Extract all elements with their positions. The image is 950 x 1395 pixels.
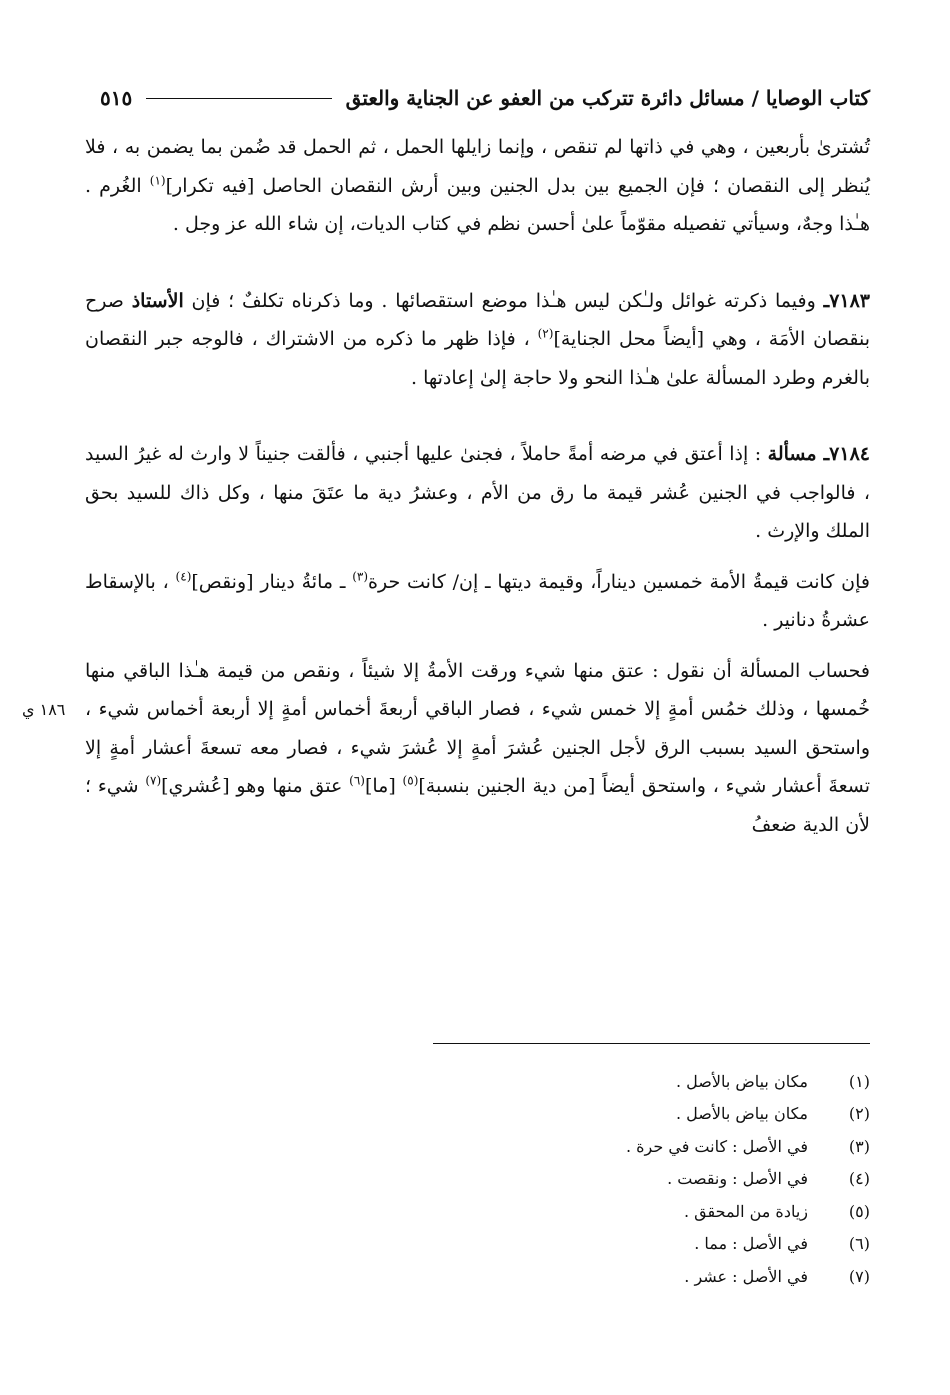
footnote-ref: (٣)	[352, 569, 369, 584]
paragraph-5: فحساب المسألة أن نقول : عتق منها شيء ورقت الأمةُ إلا شيئاً ، ونقص من قيمة هـٰذا الباقي منها خُمسها ، وذلك خمُس أمةٍ إلا خمس شيء ، فصار الباقي أربعةَ أخماس أمةٍ إلا أربعة أخماس شيء ، واستحق السيد بسبب الرق لأجل الجنين عُشرَ أمةٍ إلا عُشرَ شيء ، فصار معه تسعةَ أعشار أمةٍ إلا تسعةَ أعشار شيء ، واستحق أيضاً [من دية الجنين بنسبة]$^{(٥)}$ [ما]$^{(٦)}$ عتق منها وهو [عُشري]$^{(٧)}$ شيء ؛ لأن الدية ضعفُ	[85, 659, 870, 836]
footnote-ref: (٦)	[349, 773, 365, 788]
paragraph-7183: ٧١٨٣ـ وفيما ذكرته غوائل ولـٰكن ليس هـٰذا موضع استقصائها . وما ذكرناه تكلفٌ ؛ فإن الأستاذ صرح بنقصان الأمَة ، وهي [أيضاً محل الجناية]$^{(٢)}$ ، فإذا ظهر ما ذكره من الاشتراك ، فالوجه جبر النقصان بالغرم وطرد المسألة علىٰ هـٰذا النحو ولا حاجة إلىٰ إعادتها .	[85, 289, 871, 389]
footnote-item: (١) مكان بياض بالأصل .	[675, 1071, 870, 1091]
header-rule	[146, 98, 331, 99]
paragraph-1: تُشترىٰ بأربعين ، وهي في ذاتها لم تنقص ، وإنما زايلها الحمل ، ثم الحمل قد ضُمن بما يضمن به ، فلا يُنظر إلى النقصان ؛ فإن الجميع بين بدل الجنين وبين أرش النقصان الحاصل [فيه تكرار]$^{(١)}$ الغُرم . هـٰذا وجهٌ، وسيأتي تفصيله مقوّماً علىٰ أحسن نظم في كتاب الديات، إن شاء الله عز وجل .	[85, 136, 870, 235]
section-number: ٧١٨٤ـ مسألة	[767, 443, 870, 465]
page-number: ٥١٥	[100, 86, 133, 110]
footnote-divider	[433, 1043, 870, 1044]
footnote-item: (٦) في الأصل : مما .	[694, 1234, 870, 1254]
paragraph-7184: ٧١٨٤ـ مسألة : إذا أعتق في مرضه أمةً حاملاً ، فجنىٰ عليها أجنبي ، فألقت جنيناً لا وارث له غيرُ السيد ، فالواجب في الجنين عُشر قيمة ما رق من الأم ، وعشرُ دية ما عتَقَ منها ، وكل ذاك للسيد بحق الملك والإرث .	[85, 443, 870, 542]
main-text	[85, 128, 870, 844]
running-header	[100, 80, 870, 116]
footnote-ref: (٤)	[175, 569, 192, 584]
section-number: ٧١٨٣ـ	[823, 289, 871, 312]
paragraph-4: فإن كانت قيمةُ الأمة خمسين ديناراً، وقيمة ديتها ـ إن/ كانت حرة$^{(٣)}$ ـ مائةُ دينار [ونقص]$^{(٤)}$ ، بالإسقاط عشرةُ دنانير .	[85, 569, 870, 631]
footnote-ref: (٢)	[537, 326, 554, 341]
header-title: كتاب الوصايا / مسائل دائرة تتركب من العفو عن الجناية والعتق	[345, 86, 870, 110]
footnote-item: (٣) في الأصل : كانت في حرة .	[626, 1136, 870, 1156]
footnote-item: (٤) في الأصل : ونقصت .	[667, 1169, 870, 1189]
footnote-item: (٢) مكان بياض بالأصل .	[675, 1104, 870, 1124]
footnote-item: (٧) في الأصل : عشر .	[684, 1266, 870, 1286]
footnote-ref: (١)	[149, 173, 166, 188]
footnote-ref: (٧)	[145, 773, 162, 788]
footnote-item: (٥) زيادة من المحقق .	[684, 1201, 870, 1221]
footnote-ref: (٥)	[402, 773, 419, 788]
footnotes	[90, 1065, 870, 1293]
margin-note: ١٨٦ ي	[22, 700, 66, 719]
